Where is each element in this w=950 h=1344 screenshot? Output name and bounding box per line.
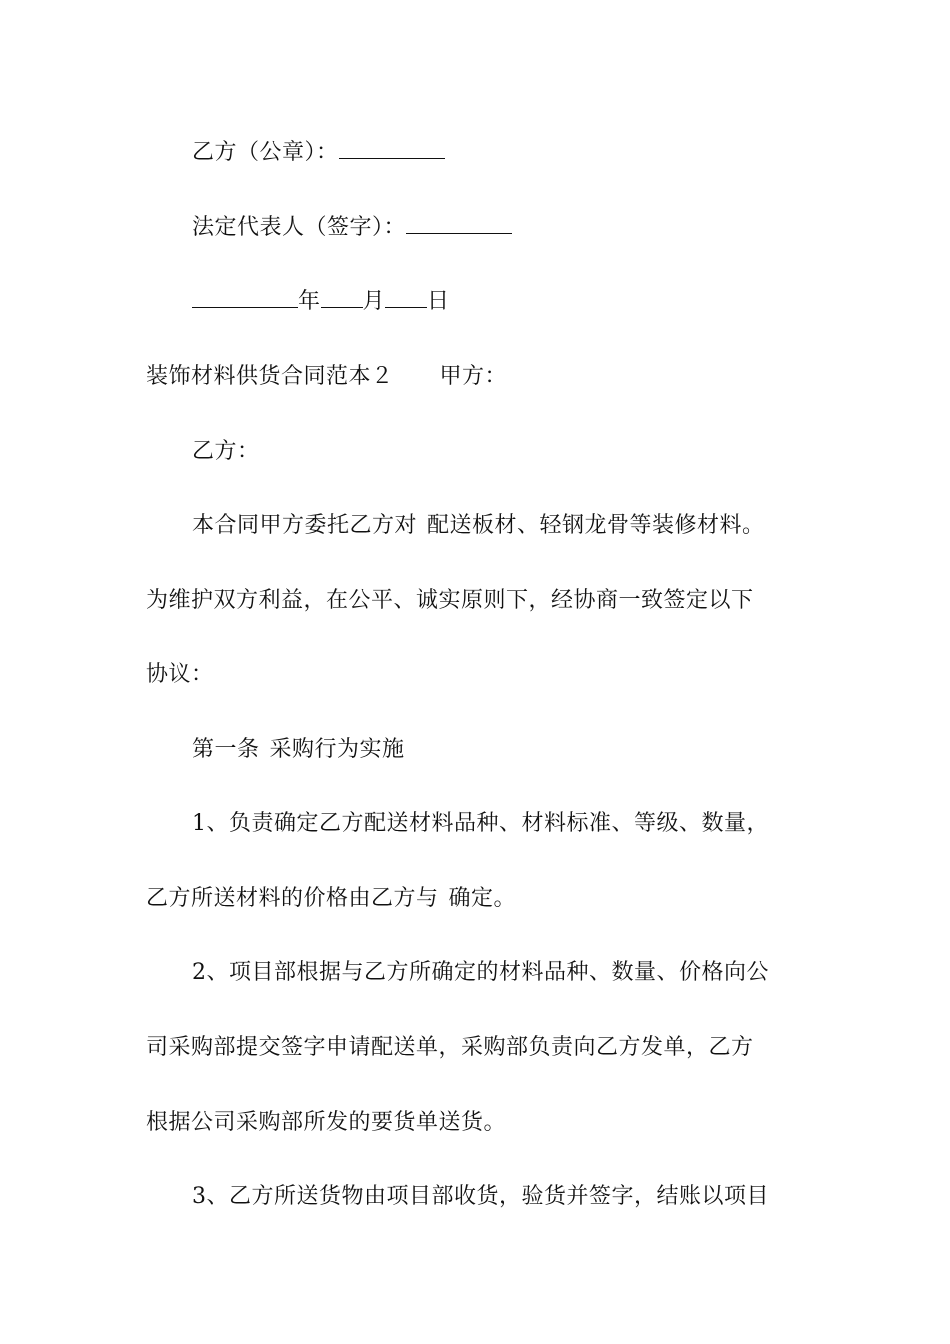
item1-text-2b: 确定。 [448, 886, 517, 911]
day-blank [385, 287, 427, 308]
intro-text-1b: 配送板材、轻钢龙骨等装修材料。 [427, 513, 765, 538]
day-suffix: 日 [427, 289, 450, 314]
item2-text-1: 2、项目部根据与乙方所确定的材料品种、数量、价格向公 [192, 960, 769, 985]
legal-rep-blank [406, 213, 512, 234]
item2-line-2 [146, 1033, 754, 1063]
article1-title: 采购行为实施 [269, 737, 405, 762]
contract-title-line [146, 362, 507, 392]
intro-line-3 [146, 660, 214, 690]
party-b-seal-line [192, 138, 445, 168]
item1-line-1 [192, 809, 769, 839]
party-b-seal-label: 乙方（公章）： [192, 140, 339, 165]
date-line [192, 287, 450, 317]
intro-text-2: 为维护双方利益，在公平、诚实原则下，经协商一致签定以下 [146, 588, 754, 613]
item3-line-1 [192, 1182, 769, 1212]
month-blank [321, 287, 363, 308]
contract-title: 装饰材料供货合同范本２ [146, 364, 394, 389]
article1-heading [192, 735, 405, 765]
legal-rep-label: 法定代表人（签字）： [192, 215, 407, 240]
year-suffix: 年 [298, 289, 321, 314]
item2-text-3: 根据公司采购部所发的要货单送货。 [146, 1110, 507, 1135]
intro-line-2 [146, 586, 754, 616]
party-b-seal-blank [339, 138, 445, 159]
item1-line-2 [146, 884, 516, 914]
item2-text-2: 司采购部提交签字申请配送单，采购部负责向乙方发单，乙方 [146, 1035, 754, 1060]
item3-text-1: 3、乙方所送货物由项目部收货，验货并签字，结账以项目 [192, 1184, 769, 1209]
month-suffix: 月 [362, 289, 386, 314]
item1-text-1: 1、负责确定乙方配送材料品种、材料标准、等级、数量， [192, 811, 769, 836]
legal-rep-line [192, 213, 512, 243]
item2-line-3 [146, 1108, 506, 1138]
year-blank [192, 287, 298, 308]
party-a-label: 甲方： [439, 364, 508, 389]
intro-text-1a: 本合同甲方委托乙方对 [192, 513, 418, 538]
party-b-label: 乙方： [192, 439, 260, 464]
intro-line-1 [192, 511, 765, 541]
intro-text-3: 协议： [146, 662, 214, 687]
item1-text-2a: 乙方所送材料的价格由乙方与 [146, 886, 439, 911]
item2-line-1 [192, 958, 769, 988]
party-b-line [192, 437, 260, 467]
article1-number: 第一条 [192, 737, 260, 762]
